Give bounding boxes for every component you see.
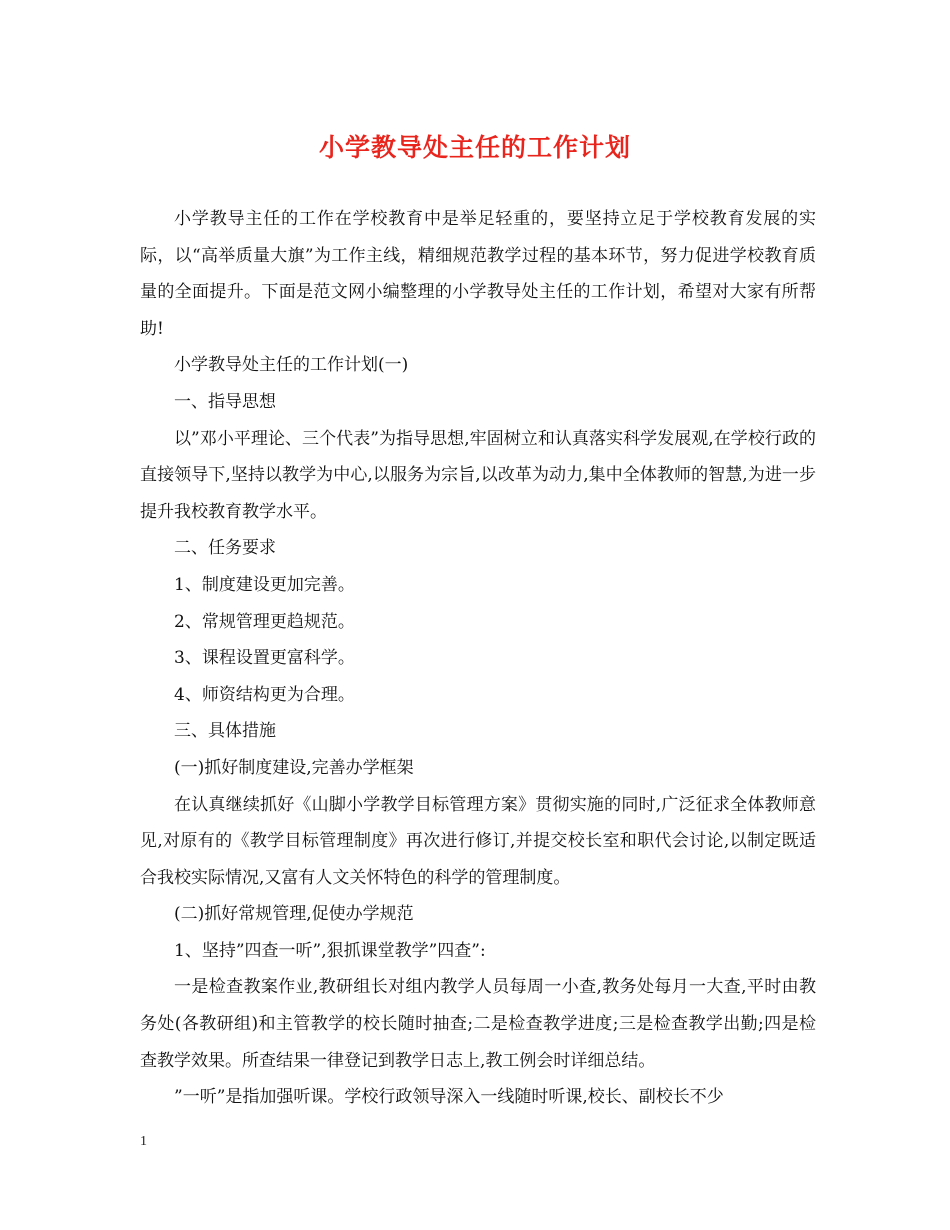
document-body	[140, 201, 816, 1116]
paragraph-four-checks-heading: 1、坚持”四查一听”,狠抓课堂教学”四查”:	[174, 940, 486, 961]
paragraph-heading-system-building: (一)抓好制度建设,完善办学框架	[174, 757, 414, 778]
paragraph-heading-plan-1: 小学教导处主任的工作计划(一)	[174, 355, 409, 376]
paragraph-heading-routine-management: (二)抓好常规管理,促使办学规范	[174, 904, 414, 925]
paragraph-system-building: 在认真继续抓好《山脚小学教学目标管理方案》贯彻实施的同时,广泛征求全体教师意见,对原有的《教学目标管理制度》再次进行修订,并提交校长室和职代会讨论,以制定既适合我校实际情况,又富有人文关怀特色的科学的管理制度。	[140, 794, 816, 888]
page-number: 1	[140, 1134, 147, 1149]
document-title: 小学教导处主任的工作计划	[318, 133, 631, 162]
paragraph-four-checks: 一是检查教案作业,教研组长对组内教学人员每周一小查,教务处每月一大查,平时由教务处(各教研组)和主管教学的校长随时抽查;二是检查教学进度;三是检查教学出勤;四是检查教学效果。所查结果一律登记到教学日志上,教工例会时详细总结。	[140, 977, 816, 1071]
paragraph-task-2: 2、常规管理更趋规范。	[174, 611, 355, 632]
paragraph-heading-guiding-ideology: 一、指导思想	[174, 391, 276, 412]
paragraph-task-1: 1、制度建设更加完善。	[174, 574, 355, 595]
paragraph-heading-task-requirements: 二、任务要求	[174, 538, 276, 559]
paragraph-guiding-ideology: 以”邓小平理论、三个代表”为指导思想,牢固树立和认真落实科学发展观,在学校行政的直接领导下,坚持以教学为中心,以服务为宗旨,以改革为动力,集中全体教师的智慧,为进一步提升我校教育教学水平。	[140, 428, 816, 522]
paragraph-task-4: 4、师资结构更为合理。	[174, 684, 355, 705]
paragraph-intro: 小学教导主任的工作在学校教育中是举足轻重的，要坚持立足于学校教育发展的实际，以“高举质量大旗”为工作主线，精细规范教学过程的基本环节，努力促进学校教育质量的全面提升。下面是范文网小编整理的小学教导处主任的工作计划，希望对大家有所帮助!	[140, 209, 816, 339]
paragraph-one-listen: ”一听”是指加强听课。学校行政领导深入一线随时听课,校长、副校长不少	[174, 1087, 724, 1108]
paragraph-task-3: 3、课程设置更富科学。	[174, 648, 355, 669]
paragraph-heading-measures: 三、具体措施	[174, 721, 276, 742]
